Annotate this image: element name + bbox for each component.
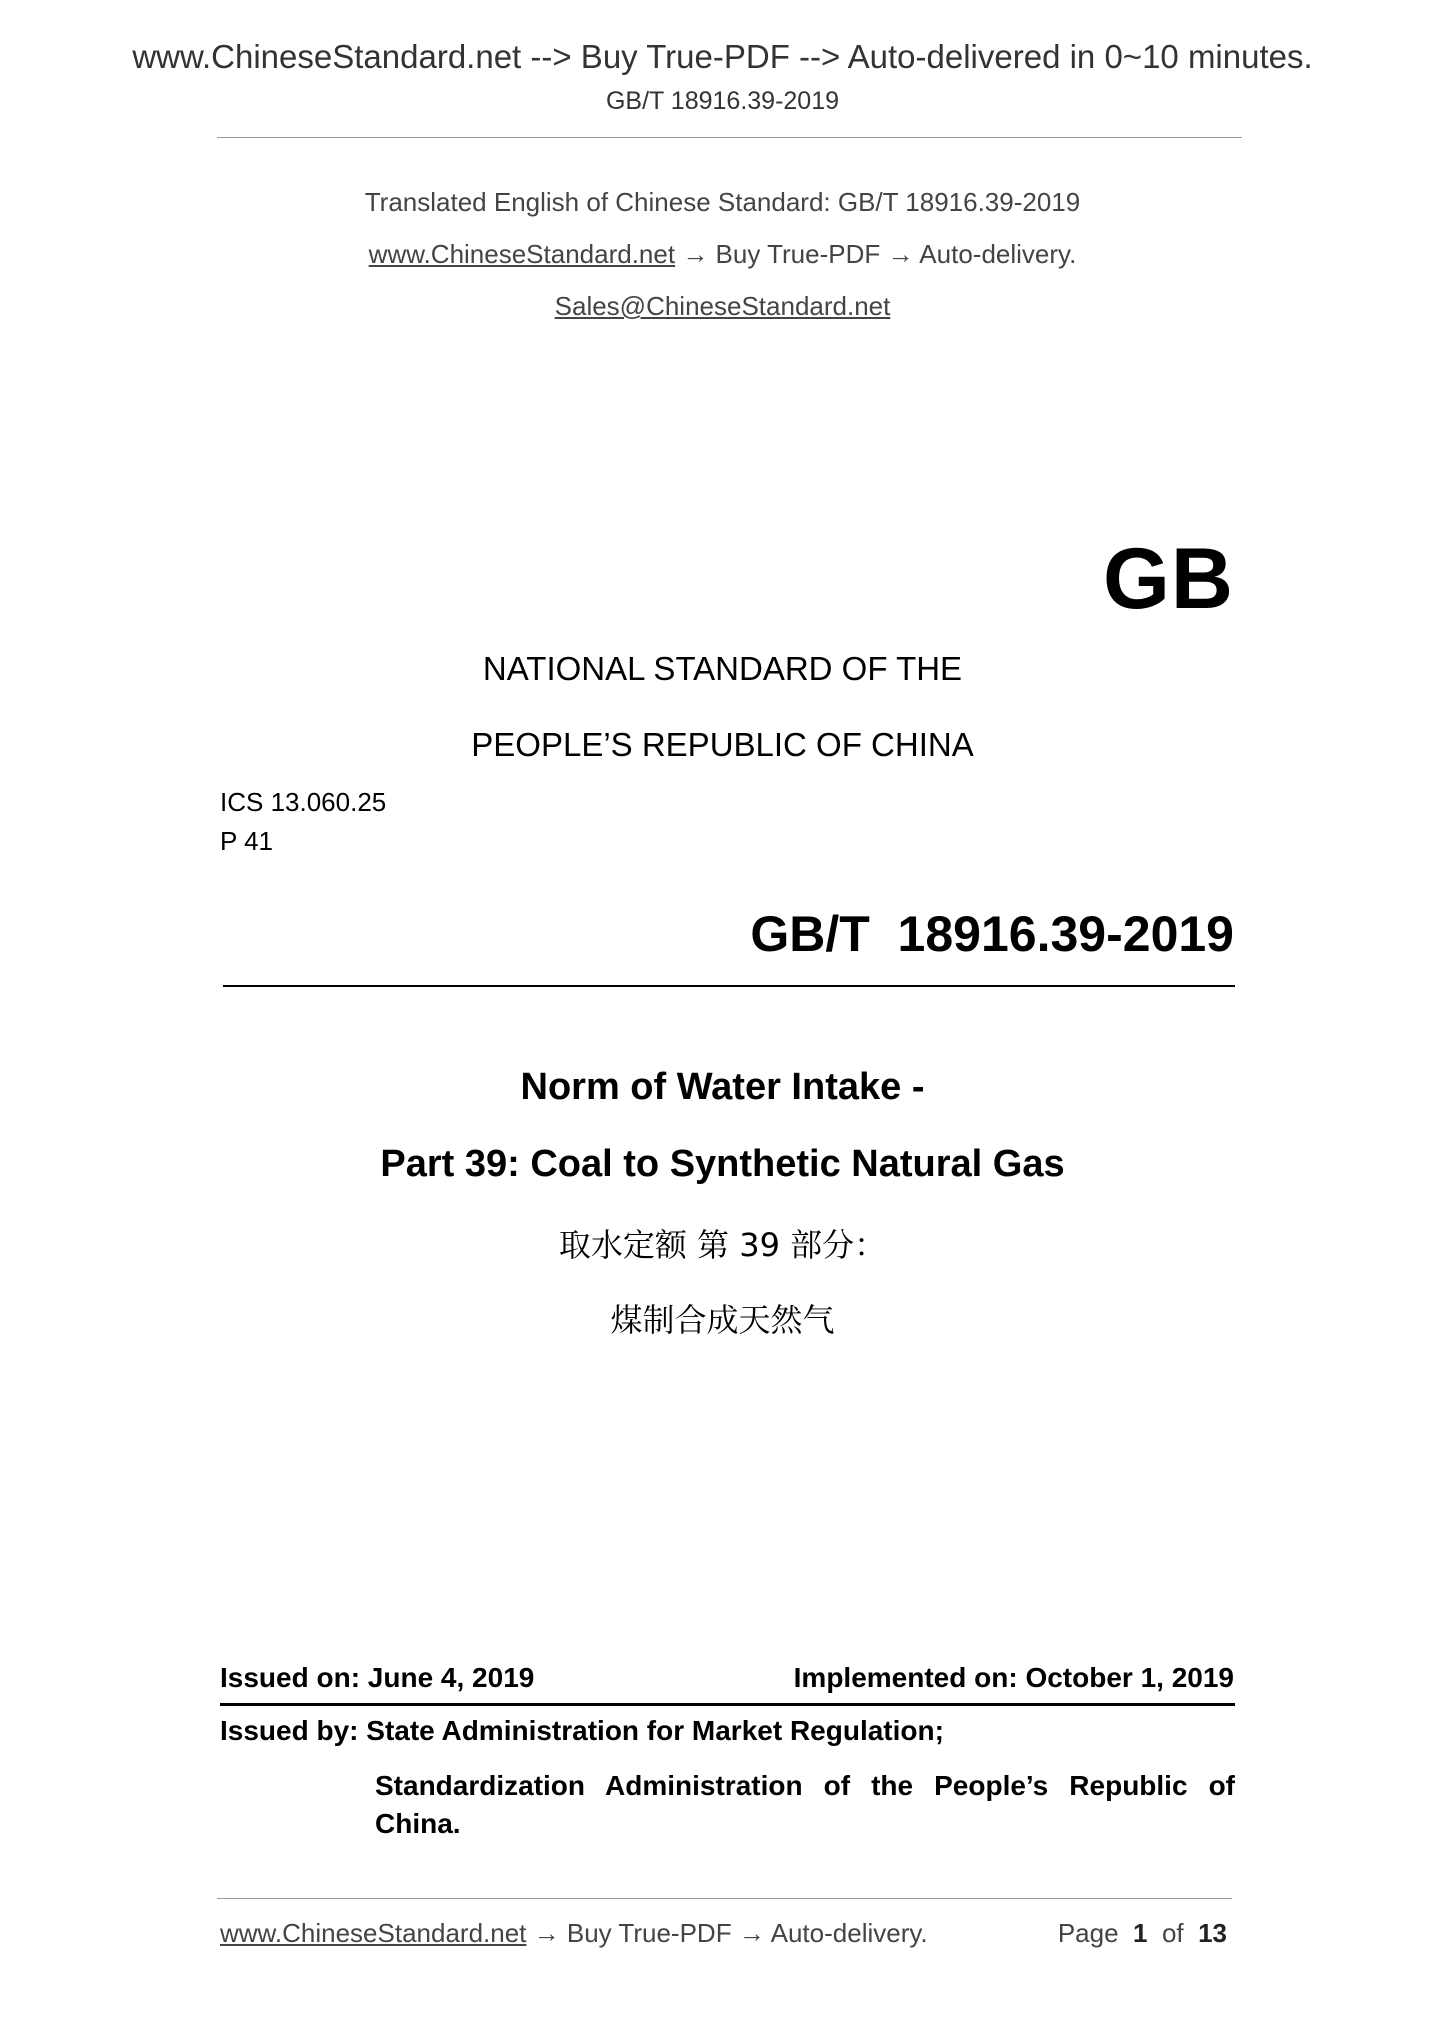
- title-divider: [223, 985, 1235, 987]
- national-standard-line1: NATIONAL STANDARD OF THE: [482, 650, 963, 687]
- page-total: 13: [1198, 1918, 1227, 1948]
- english-title-line1: Norm of Water Intake -: [520, 1066, 925, 1108]
- gb-mark: GB: [1103, 531, 1234, 627]
- header-divider: [217, 137, 1242, 138]
- translation-note: Translated English of Chinese Standard: GB/T 18916.39-2019: [364, 187, 1081, 217]
- arrow-right-icon: →: [738, 1918, 765, 1948]
- page-current: 1: [1133, 1918, 1148, 1948]
- national-standard-line2: PEOPLE’S REPUBLIC OF CHINA: [471, 726, 974, 763]
- arrow-right-icon: →: [682, 239, 709, 269]
- translation-links: [0, 239, 1445, 270]
- chinese-title-line2: 煤制合成天然气: [610, 1301, 835, 1339]
- arrow-right-icon: →: [533, 1918, 560, 1948]
- classification-code: P 41: [220, 826, 274, 856]
- sales-email-row: [0, 291, 1445, 322]
- arrow-right-icon: →: [887, 239, 914, 269]
- second-issuer: Standardization Administration of the People’s Republic of China.: [375, 1770, 1235, 1839]
- header-standard-code: GB/T 18916.39-2019: [605, 87, 840, 115]
- english-title-line2: Part 39: Coal to Synthetic Natural Gas: [380, 1143, 1065, 1185]
- footer-divider: [217, 1898, 1232, 1899]
- sales-email-link[interactable]: Sales@ChineseStandard.net: [554, 291, 891, 321]
- page-label: Page: [1057, 1918, 1119, 1948]
- footer-site-link[interactable]: www.ChineseStandard.net: [220, 1918, 527, 1948]
- page-indicator: [1058, 1918, 1227, 1949]
- footer-delivery-text: Auto-delivery.: [770, 1918, 928, 1948]
- footer-buy-text: Buy True-PDF: [566, 1918, 732, 1948]
- issued-by: Issued by: State Administration for Market Regulation;: [220, 1715, 944, 1746]
- auto-delivery-text: Auto-delivery.: [919, 239, 1077, 269]
- footer-links: [220, 1918, 928, 1949]
- buy-pdf-text: Buy True-PDF: [715, 239, 881, 269]
- implemented-on-date: Implemented on: October 1, 2019: [793, 1662, 1234, 1693]
- site-link[interactable]: www.ChineseStandard.net: [368, 239, 676, 269]
- issue-divider: [220, 1703, 1235, 1706]
- ics-code: ICS 13.060.25: [220, 787, 387, 817]
- standard-number: GB/T 18916.39-2019: [750, 906, 1234, 962]
- chinese-title-line1: 取水定额 第 39 部分：: [558, 1226, 887, 1264]
- page-of: of: [1161, 1918, 1184, 1948]
- top-banner: www.ChineseStandard.net --> Buy True-PDF --> Auto-delivered in 0~10 minutes.: [132, 38, 1313, 75]
- issued-on-date: Issued on: June 4, 2019: [220, 1662, 535, 1693]
